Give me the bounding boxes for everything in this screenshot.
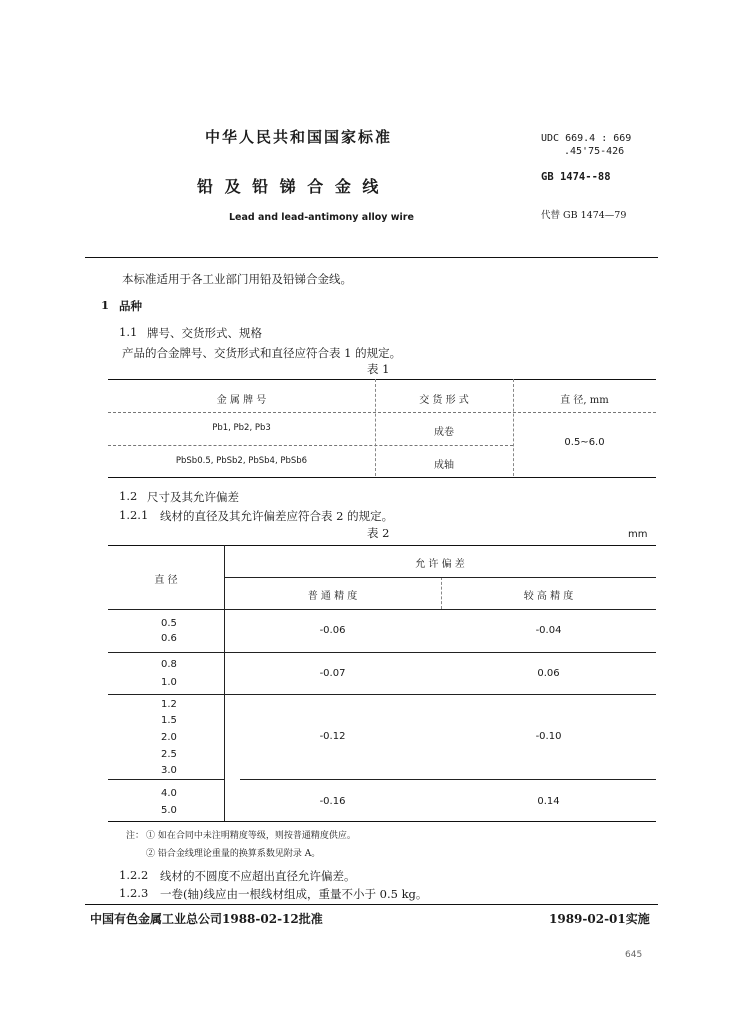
table-2-header-normal: 普 通 精 度: [307, 591, 358, 602]
udc-line1: UDC 669.4 : 669: [541, 133, 632, 144]
effective-date: 1989-02-01实施: [549, 912, 650, 926]
note-1: ① 如在合同中未注明精度等级，则按普通精度供应。: [146, 831, 356, 841]
table-2-header-rule: [108, 609, 656, 610]
table-2-group-1-rule: [108, 652, 656, 653]
section-1-1-number: 1.1: [119, 325, 138, 339]
table-2-header-diameter: 直 径: [154, 575, 178, 586]
note-label: 注：: [126, 831, 145, 841]
table-2-diameter-0-6: 0.6: [161, 633, 177, 644]
table-2-subheader-rule: [224, 577, 656, 578]
standard-title: 中华人民共和国国家标准: [205, 128, 393, 146]
section-1-2-title: 尺寸及其允许偏差: [147, 490, 239, 504]
table-2-group-4-high: 0.14: [537, 796, 560, 807]
table-2-diameter-1-5: 1.5: [161, 715, 177, 726]
replaces-standard: 代替 GB 1474—79: [541, 210, 627, 221]
section-1-2-number: 1.2: [119, 489, 138, 503]
table-1-row-1-grade: Pb1, Pb2, Pb3: [212, 423, 271, 433]
gb-number: GB 1474--88: [541, 171, 611, 183]
table-1-header-grade: 金 属 牌 号: [216, 395, 267, 406]
table-2-top-rule: [108, 545, 656, 546]
table-2-diameter-0-5: 0.5: [161, 618, 177, 629]
table-2-diameter-2-5: 2.5: [161, 749, 177, 760]
table-2-diameter-1-2: 1.2: [161, 699, 177, 710]
english-title: Lead and lead-antimony alloy wire: [229, 212, 414, 223]
table-2-group-3-rule-left: [108, 779, 224, 780]
table-1-header-rule: [108, 412, 656, 413]
table-2-diameter-4-0: 4.0: [161, 788, 177, 799]
section-1-2-2-text: 线材的不圆度不应超出直径允许偏差。: [160, 869, 356, 883]
table-1-bottom-rule: [108, 477, 656, 478]
section-1-number: 1: [101, 298, 110, 312]
table-2-diameter-3-0: 3.0: [161, 765, 177, 776]
table-2-group-3-normal: -0.12: [319, 731, 346, 742]
table-2-group-2-rule: [108, 694, 656, 695]
table-2-group-4-normal: -0.16: [319, 796, 346, 807]
udc-line2: .45'75-426: [564, 146, 625, 157]
document-title: 铅 及 铅 锑 合 金 线: [197, 177, 382, 196]
table-2-diameter-2-0: 2.0: [161, 732, 177, 743]
table-1-row-1-form: 成卷: [434, 427, 454, 438]
footer-rule: [85, 904, 658, 905]
section-1-1-title: 牌号、交货形式、规格: [147, 326, 262, 340]
section-1-title: 品种: [119, 299, 142, 313]
table-1-row-2-grade: PbSb0.5, PbSb2, PbSb4, PbSb6: [175, 456, 308, 466]
table-1-diameter-value: 0.5~6.0: [564, 437, 605, 448]
section-1-2-2-number: 1.2.2: [119, 868, 149, 882]
table-2-group-1-high: -0.04: [535, 625, 562, 636]
note-2: ② 铅合金线理论重量的换算系数见附录 A。: [146, 849, 321, 859]
table-2-header-high: 较 高 精 度: [523, 591, 574, 602]
table-2-bottom-rule: [108, 821, 656, 822]
table-2-caption: 表 2: [367, 526, 390, 540]
intro-text: 本标准适用于各工业部门用铅及铅锑合金线。: [122, 272, 352, 286]
table-2-group-2-high: 0.06: [537, 668, 560, 679]
page-number: 645: [625, 950, 643, 960]
table-2-unit: mm: [628, 529, 648, 540]
approval-line: 中国有色金属工业总公司1988-02-12批准: [90, 912, 323, 926]
table-2-diameter-1-0: 1.0: [161, 677, 177, 688]
table-1-header-form: 交 货 形 式: [419, 395, 469, 406]
table-2-group-2-normal: -0.07: [319, 668, 346, 679]
table-2-diameter-0-8: 0.8: [161, 659, 177, 670]
header-rule: [85, 257, 658, 258]
table-1-row-2-form: 成轴: [434, 460, 454, 471]
table-2-group-3-high: -0.10: [535, 731, 562, 742]
table-2-header-tolerance: 允 许 偏 差: [415, 559, 465, 570]
table-2-group-1-normal: -0.06: [319, 625, 346, 636]
table-1-caption: 表 1: [367, 362, 390, 376]
section-1-1-text: 产品的合金牌号、交货形式和直径应符合表 1 的规定。: [122, 346, 402, 360]
table-2-group-3-rule-right: [240, 779, 656, 780]
table-1-top-rule: [108, 379, 656, 380]
section-1-2-3-number: 1.2.3: [119, 886, 149, 900]
section-1-2-3-text: 一卷(轴)线应由一根线材组成，重量不小于 0.5 kg。: [160, 887, 428, 901]
table-1-header-diameter: 直 径, mm: [560, 395, 609, 406]
section-1-2-1-text: 线材的直径及其允许偏差应符合表 2 的规定。: [160, 509, 394, 523]
table-1-row-rule: [108, 445, 513, 446]
table-2-diameter-5-0: 5.0: [161, 805, 177, 816]
section-1-2-1-number: 1.2.1: [119, 508, 149, 522]
